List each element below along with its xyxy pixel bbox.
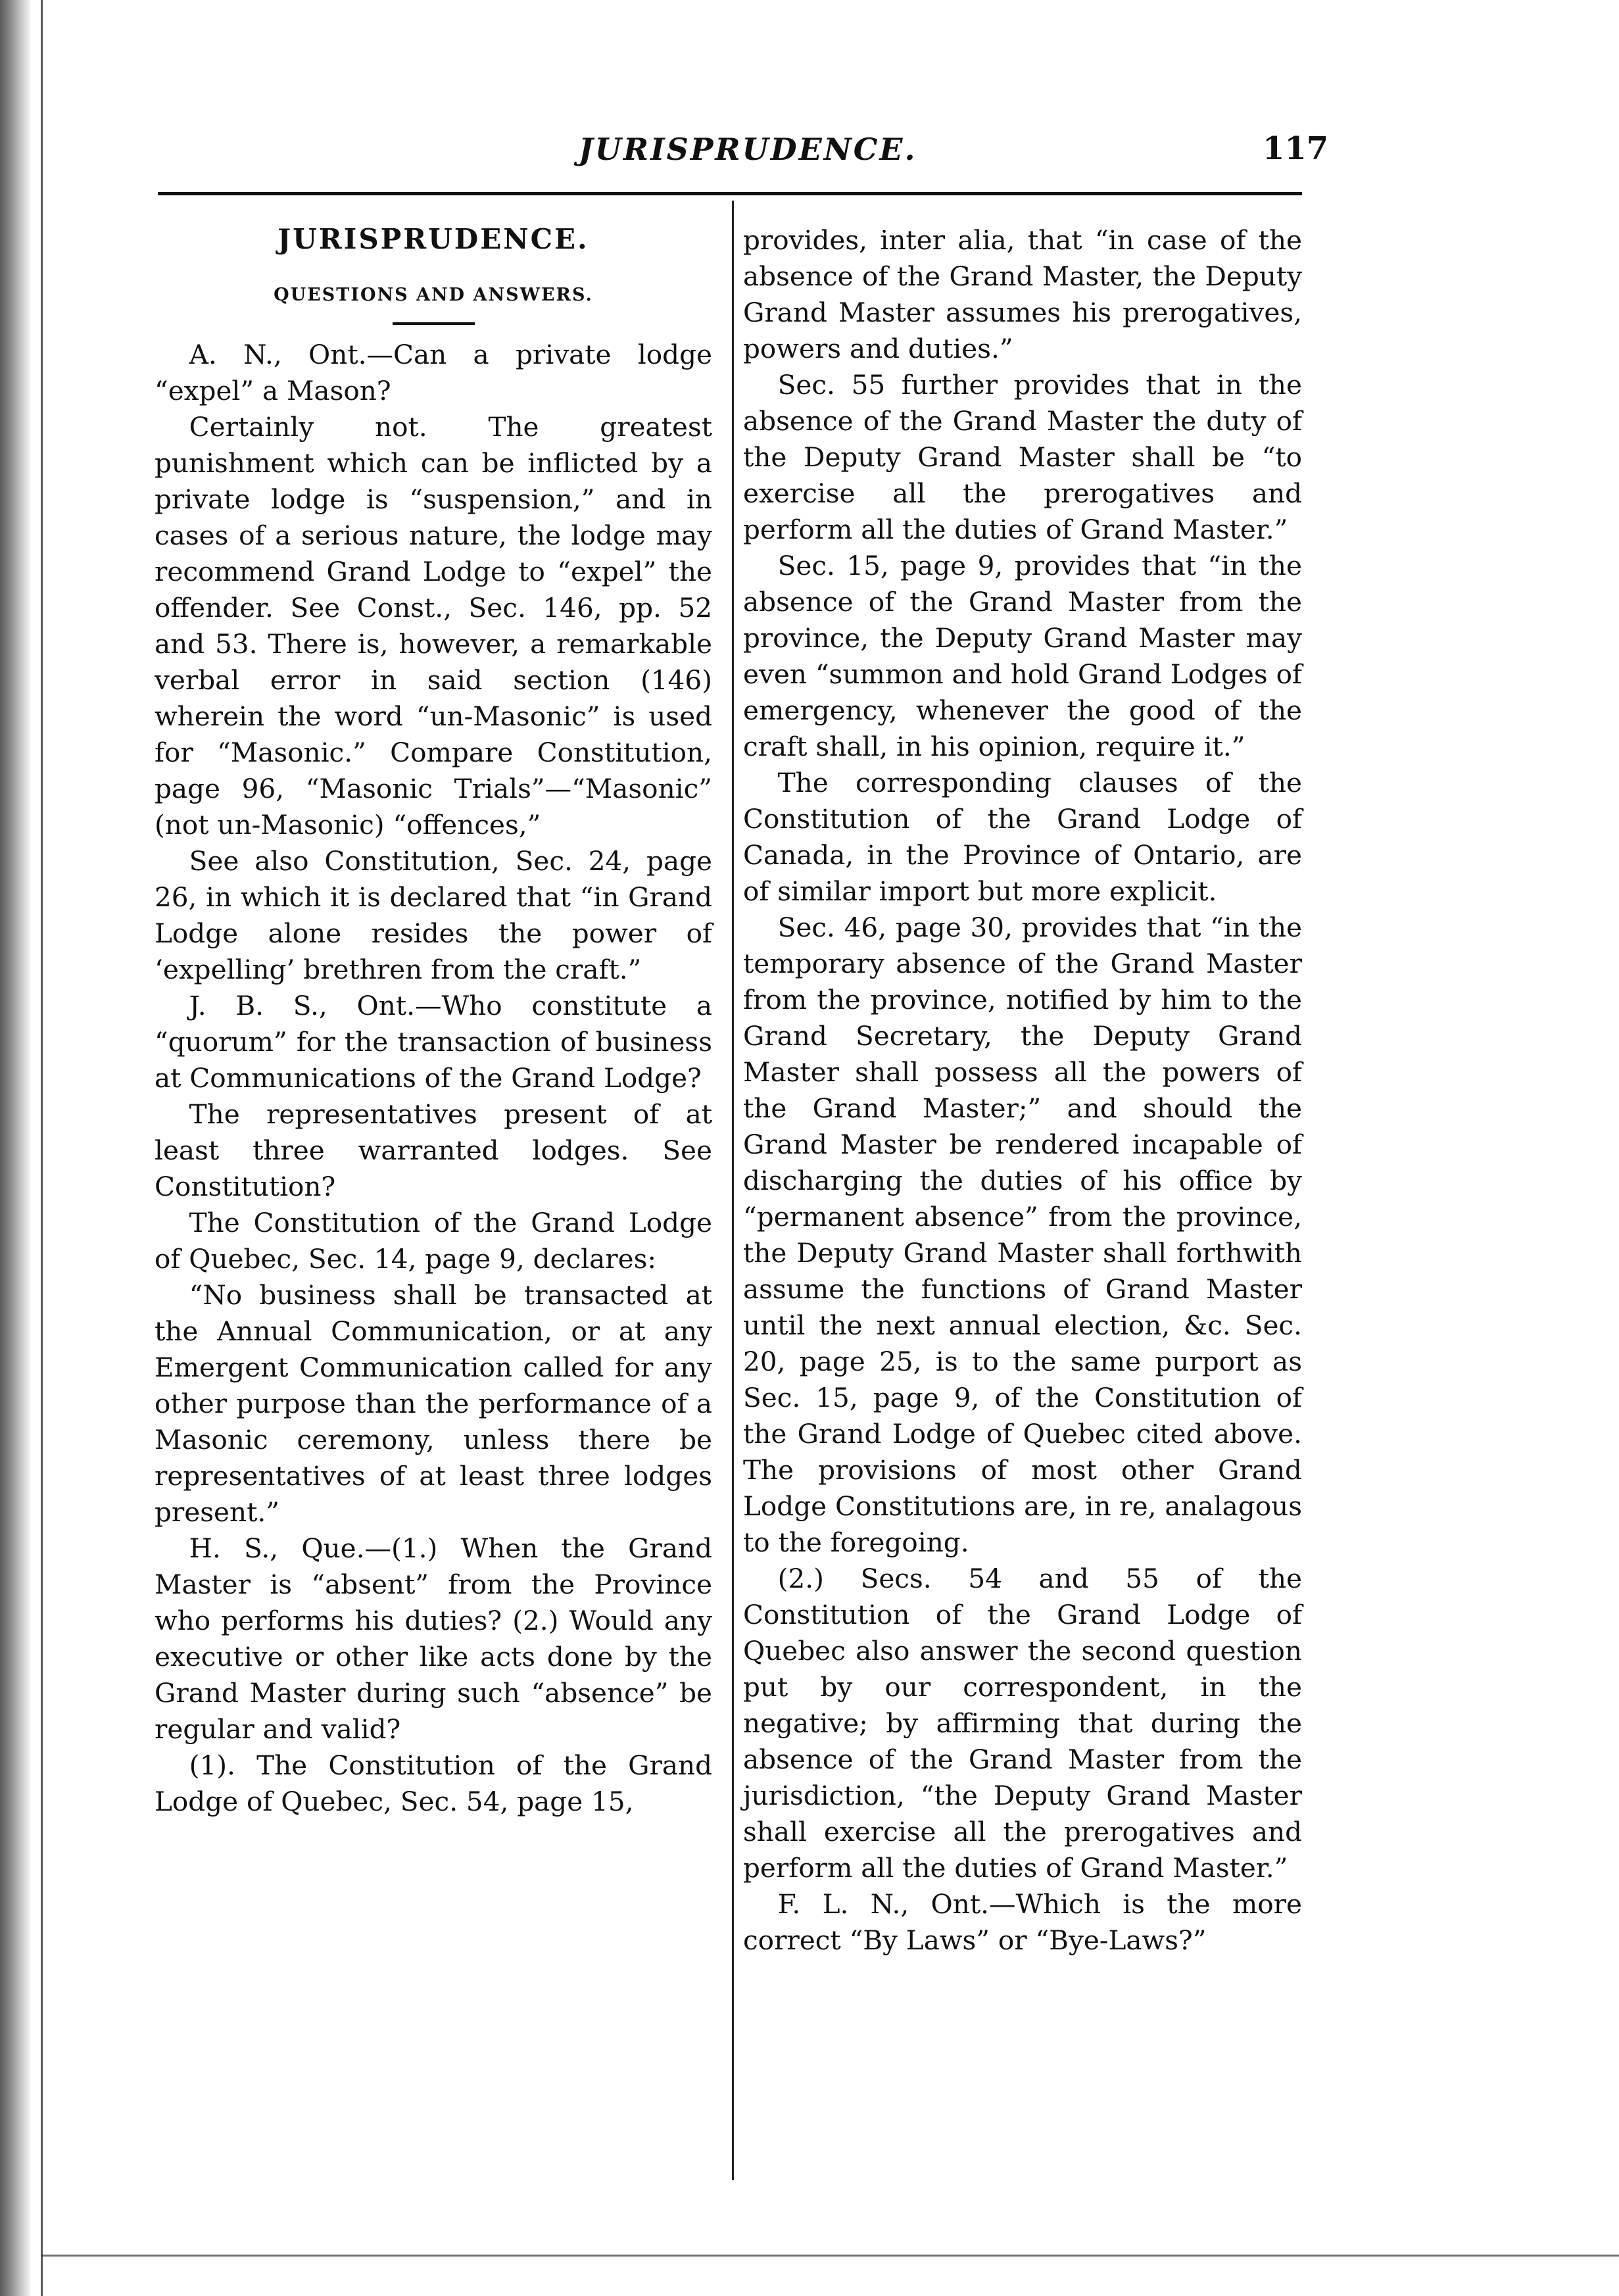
running-title: JURISPRUDENCE. <box>579 132 917 167</box>
paragraph: (1). The Constitution of the Grand Lodge of Quebec, Sec. 54, page 15, <box>155 1749 712 1817</box>
paragraph: The representatives present of at least three warranted lodges. See Constitution? <box>155 1098 712 1202</box>
section-subheading: QUESTIONS AND ANSWERS. <box>274 285 593 305</box>
paragraph: F. L. N., Ont.—Which is the more correct “By Laws” or “Bye-Laws?” <box>743 1888 1302 1956</box>
page-number: 117 <box>1263 130 1329 167</box>
paragraph: A. N., Ont.—Can a private lodge “expel” a Mason? <box>155 339 712 406</box>
gutter-line <box>41 0 43 2296</box>
paragraph: (2.) Secs. 54 and 55 of the Constitution of the Grand Lodge of Quebec also answer the second question put by our correspondent, in the negative; by affirming that during the absence of the Grand Master from the jurisdiction, “the Deputy Grand Master shall exercise all the prerogatives and perform all the duties of Grand Master.” <box>743 1563 1302 1884</box>
left-column <box>155 209 712 1820</box>
paragraph: “No business shall be transacted at the Annual Communication, or at any Emergent Communication called for any other purpose than the performance of a Masonic ceremony, unless there be representatives of at least three lodges present.” <box>155 1279 712 1528</box>
paragraph: J. B. S., Ont.—Who constitute a “quorum” for the transaction of business at Communications of the Grand Lodge? <box>155 990 712 1094</box>
paragraph: H. S., Que.—(1.) When the Grand Master is “absent” from the Province who performs his duties? (2.) Would any executive or other like acts done by the Grand Master during such “absence” be regular and valid? <box>155 1532 712 1745</box>
paragraph: Certainly not. The greatest punishment which can be inflicted by a private lodge is “suspension,” and in cases of a serious nature, the lodge may recommend Grand Lodge to “expel” the offender. See Const., Sec. 146, pp. 52 and 53. There is, however, a remarkable verbal error in said section (146) wherein the word “un-Masonic” is used for “Masonic.” Compare Constitution, page 96, “Masonic Trials”—“Masonic” (not un-Masonic) “offences,” <box>155 411 712 841</box>
section-heading: JURISPRUDENCE. <box>278 223 589 255</box>
paragraph: Sec. 46, page 30, provides that “in the temporary absence of the Grand Master from the province, notified by him to the Grand Secretary, the Deputy Grand Master shall possess all the powers of the Grand Master;” and should the Grand Master be rendered incapable of discharging the duties of his office by “permanent absence” from the province, the Deputy Grand Master shall forthwith assume the functions of Grand Master until the next annual election, &c. Sec. 20, page 25, is to the same purport as Sec. 15, page 9, of the Constitution of the Grand Lodge of Quebec cited above. The provisions of most other Grand Lodge Constitutions are, in re, analagous to the foregoing. <box>743 912 1303 1558</box>
paragraph: Sec. 15, page 9, provides that “in the absence of the Grand Master from the province, the Deputy Grand Master may even “summon and hold Grand Lodges of emergency, whenever the good of the craft shall, in his opinion, require it.” <box>743 550 1302 762</box>
book-spine-shadow <box>0 0 30 2296</box>
paragraph: provides, inter alia, that “in case of the absence of the Grand Master, the Deputy Grand Master assumes his prerogatives, powers and duties.” <box>743 224 1302 364</box>
paragraph: Sec. 55 further provides that in the absence of the Grand Master the duty of the Deputy Grand Master shall be “to exercise all the prerogatives and perform all the duties of Grand Master.” <box>743 369 1302 545</box>
column-divider <box>732 201 734 2180</box>
heading-rule <box>393 322 475 325</box>
right-column <box>743 222 1302 1959</box>
page-bottom-edge <box>41 2255 1619 2257</box>
paragraph: The Constitution of the Grand Lodge of Quebec, Sec. 14, page 9, declares: <box>155 1207 712 1275</box>
paragraph: The corresponding clauses of the Constitution of the Grand Lodge of Canada, in the Province of Ontario, are of similar import but more explicit. <box>743 767 1302 907</box>
header-rule <box>158 192 1302 195</box>
paragraph: See also Constitution, Sec. 24, page 26, in which it is declared that “in Grand Lodge alone resides the power of ‘expelling’ brethren from the craft.” <box>155 845 712 985</box>
